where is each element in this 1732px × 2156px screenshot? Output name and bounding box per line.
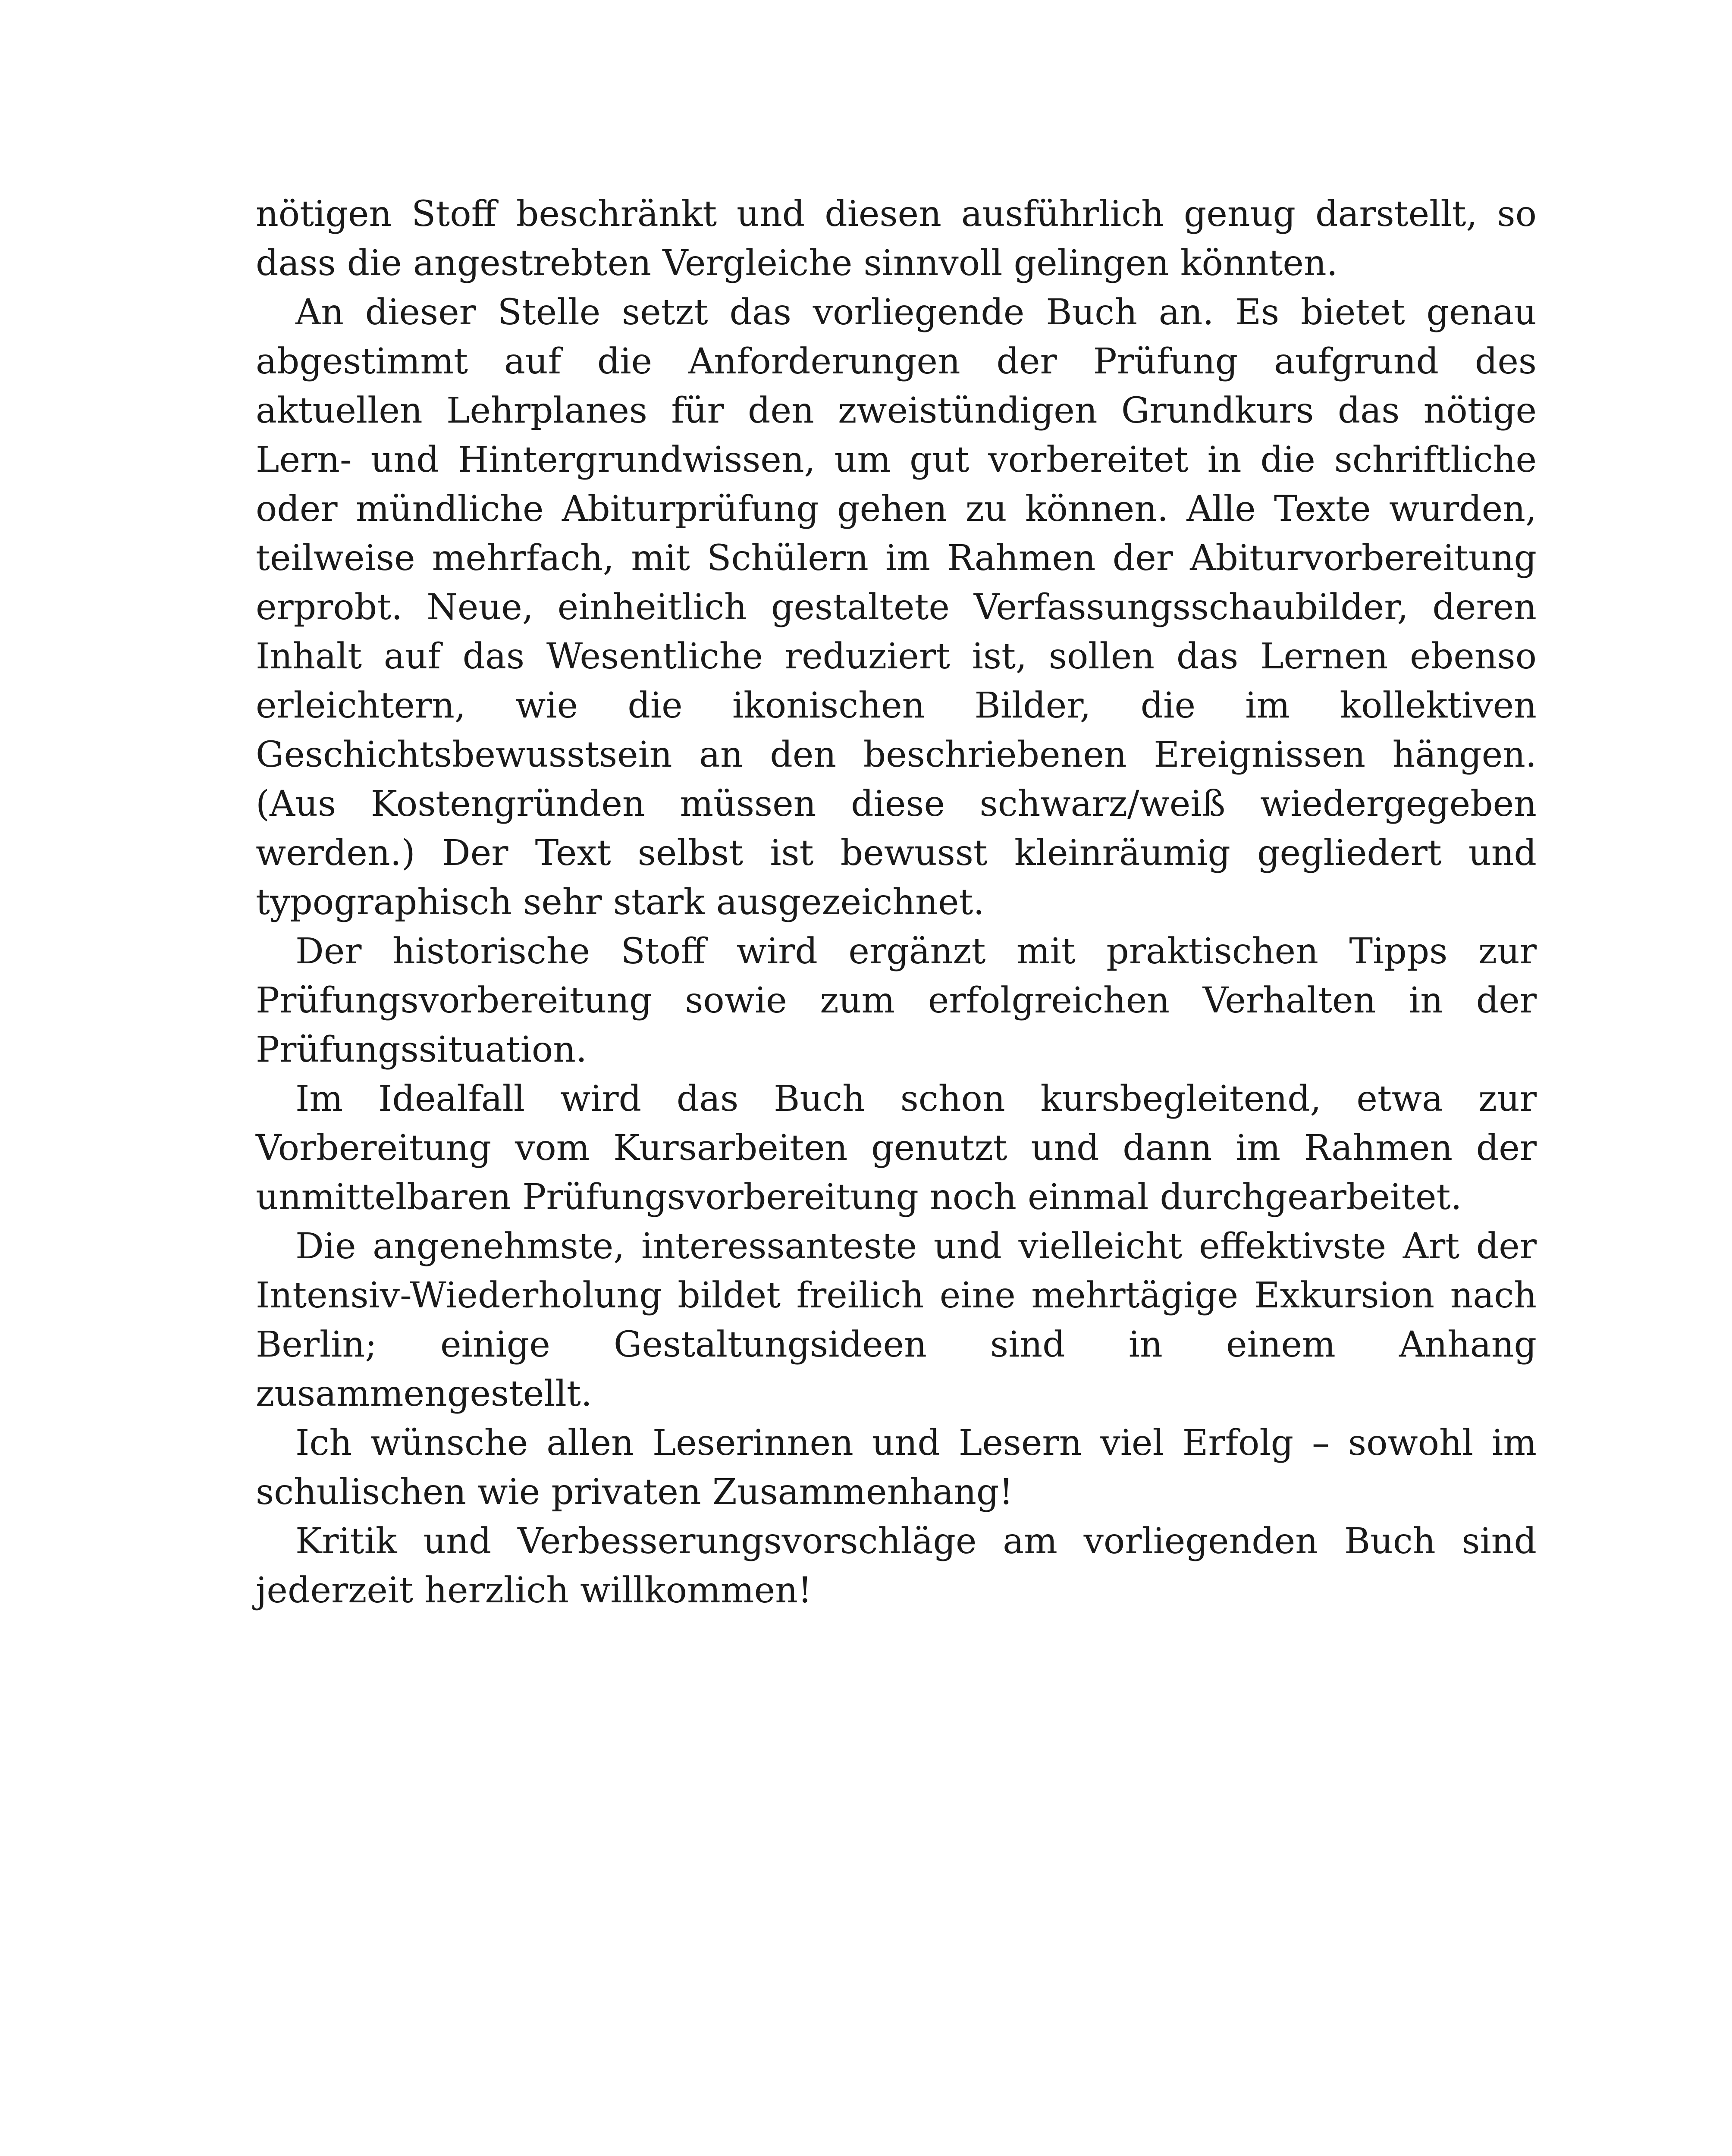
paragraph-2: An dieser Stelle setzt das vorliegende Buch an. Es bietet genau abgestimmt auf die Anforderungen der Prüfung aufgrund des aktuellen Lehrplanes für den zweistündigen Grundkurs das nötige Lern- und Hintergrundwissen, um gut vorbereitet in die schriftliche oder mündliche Abiturprüfung gehen zu können. Alle Texte wurden, teilweise mehrfach, mit Schülern im Rahmen der Abiturvorbereitung erprobt. Neue, einheitlich gestaltete Verfassungsschaubilder, deren Inhalt auf das Wesentliche reduziert ist, sollen das Lernen ebenso erleichtern, wie die ikonischen Bilder, die im kollektiven Geschichtsbewusstsein an den beschriebenen Ereignissen hängen. (Aus Kostengründen müssen diese schwarz/weiß wiedergegeben werden.) Der Text selbst ist bewusst kleinräumig gegliedert und typographisch sehr stark ausgezeichnet. xyxy=(256,292,1537,923)
page-body xyxy=(256,190,1537,1615)
paragraph-4: Im Idealfall wird das Buch schon kursbegleitend, etwa zur Vorbereitung vom Kursarbeiten genutzt und dann im Rahmen der unmittelbaren Prüfungsvorbereitung noch einmal durchgearbeitet. xyxy=(256,1078,1537,1218)
paragraph-6: Ich wünsche allen Leserinnen und Lesern viel Erfolg – sowohl im schulischen wie privaten Zusammenhang! xyxy=(256,1423,1537,1513)
paragraph-5: Die angenehmste, interessanteste und vielleicht effektivste Art der Intensiv-Wiederholung bildet freilich eine mehrtägige Exkursion nach Berlin; einige Gestaltungsideen sind in einem Anhang zusammengestellt. xyxy=(256,1226,1537,1414)
paragraph-7: Kritik und Verbesserungsvorschläge am vorliegenden Buch sind jederzeit herzlich willkommen! xyxy=(256,1521,1537,1611)
paragraph-1: nötigen Stoff beschränkt und diesen ausführlich genug darstellt, so dass die angestrebten Vergleiche sinnvoll gelingen könnten. xyxy=(256,194,1537,284)
paragraph-3: Der historische Stoff wird ergänzt mit praktischen Tipps zur Prüfungsvorbereitung sowie zum erfolgreichen Verhalten in der Prüfungssituation. xyxy=(256,931,1537,1070)
